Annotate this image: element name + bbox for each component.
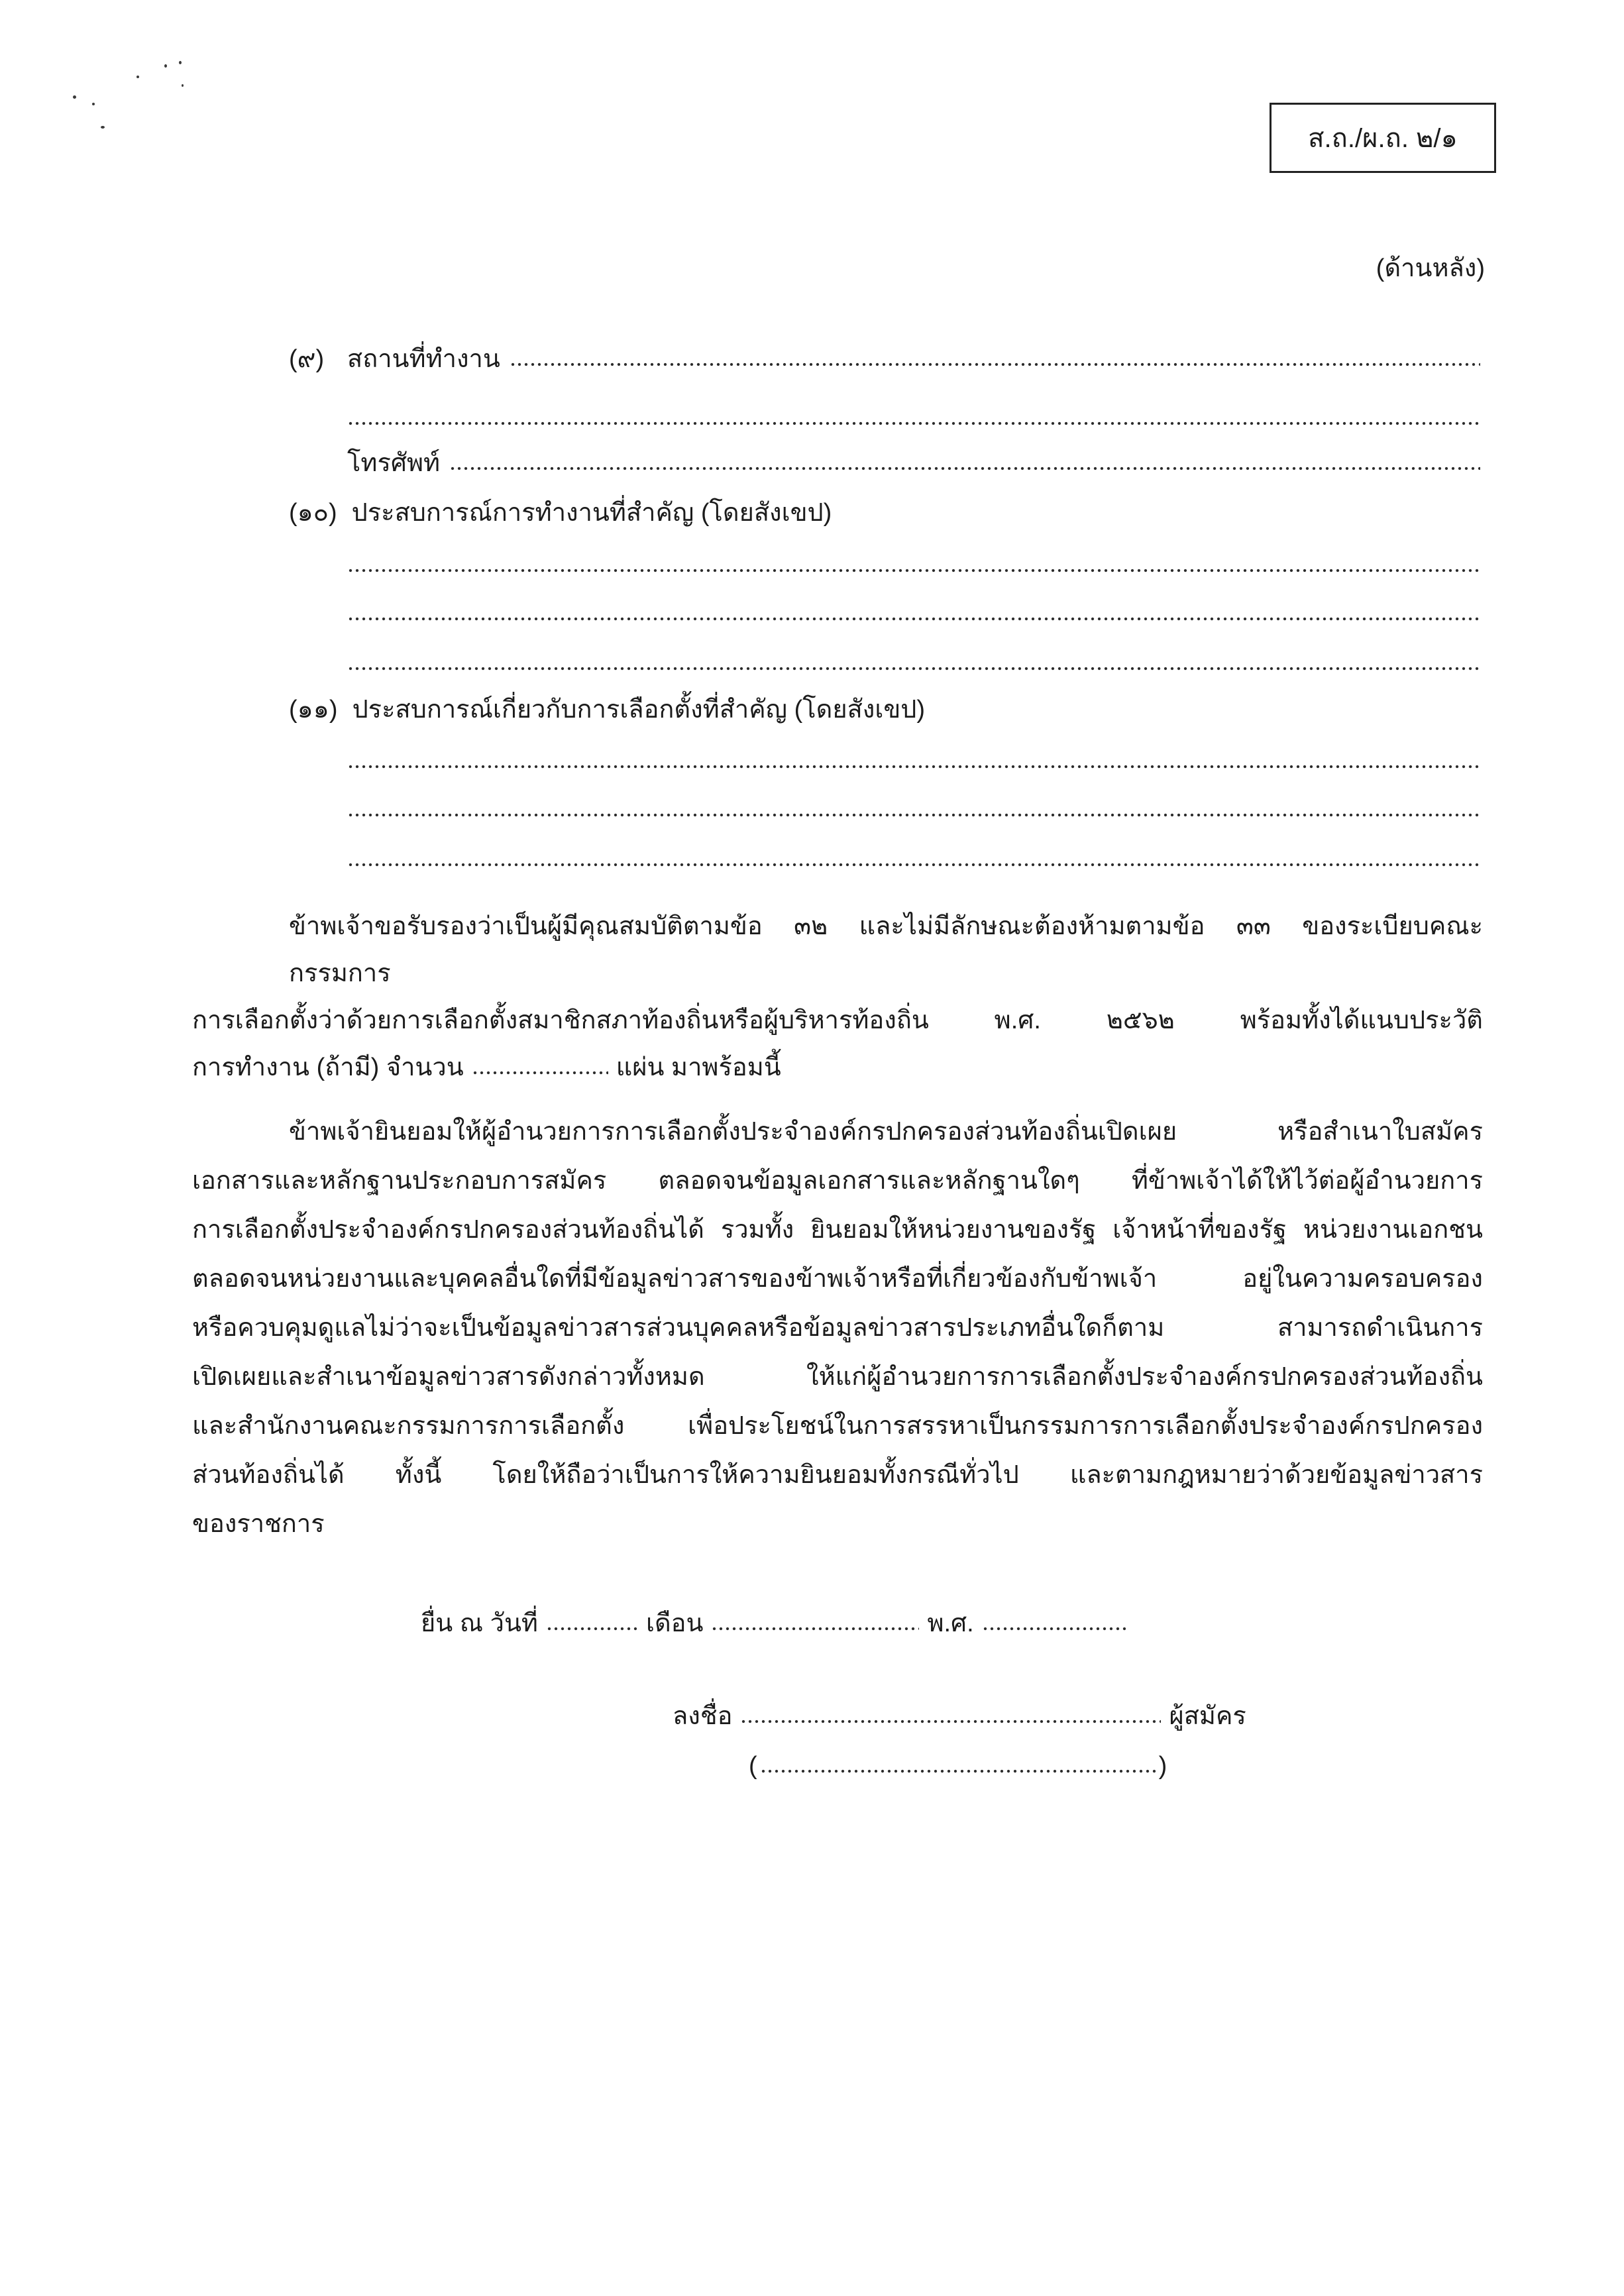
applicant-role-label: ผู้สมัคร (1169, 1702, 1246, 1730)
workplace-label: สถานที่ทำงาน (347, 345, 500, 373)
scan-speck (179, 61, 182, 64)
work-experience-label: ประสบการณ์การทำงานที่สำคัญ (โดยสังเขป) (351, 499, 832, 527)
election-experience-fill-line (347, 764, 1480, 769)
name-close-paren: ) (1158, 1752, 1167, 1780)
signature-line (673, 1693, 1483, 1739)
page-side-label: (ด้านหลัง) (1376, 254, 1485, 282)
election-experience-line (347, 836, 1480, 882)
year-label: พ.ศ. (927, 1610, 974, 1637)
printed-name-fill (760, 1769, 1156, 1774)
phone-fill-line (449, 466, 1480, 471)
paragraph-line: และสำนักงานคณะกรรมการการเลือกตั้ง เพื่อประโยชน์ในการสรรหาเป็นกรรมการการเลือกตั้งประจำองค์กรปกครอง (192, 1412, 1483, 1440)
item-number: (๑๑) (289, 696, 338, 724)
day-fill (546, 1626, 638, 1631)
workplace-fill-line (510, 362, 1480, 367)
signature-fill (740, 1719, 1161, 1724)
work-experience-fill-line (347, 666, 1480, 671)
form-code-box (1270, 103, 1496, 173)
workplace-fill-line-2 (347, 421, 1480, 426)
paragraph-line: ส่วนท้องถิ่นได้ ทั้งนี้ โดยให้ถือว่าเป็นการให้ความยินยอมทั้งกรณีทั่วไป และตามกฎหมายว่าด้วยข้อมูลข่าวสาร (192, 1461, 1483, 1489)
paragraph-line: ข้าพเจ้าขอรับรองว่าเป็นผู้มีคุณสมบัติตามข้อ ๓๒ และไม่มีลักษณะต้องห้ามตามข้อ ๓๓ ของระเบียบคณะกรรมการ (289, 912, 1483, 987)
paragraph-line: หรือควบคุมดูแลไม่ว่าจะเป็นข้อมูลข่าวสารส่วนบุคคลหรือข้อมูลข่าวสารประเภทอื่นใดก็ตาม สามารถดำเนินการ (192, 1314, 1483, 1342)
attachment-suffix: แผ่น มาพร้อมนี้ (616, 1054, 781, 1081)
attachment-count-fill (472, 1070, 608, 1075)
sign-label: ลงชื่อ (673, 1702, 733, 1730)
paragraph-line: เปิดเผยและสำเนาข้อมูลข่าวสารดังกล่าวทั้งหมด ให้แก่ผู้อำนวยการการเลือกตั้งประจำองค์กรปกครองส่วนท้องถิ่น (192, 1363, 1483, 1391)
item-number: (๙) (289, 345, 325, 373)
phone-row (347, 440, 1480, 486)
year-fill (982, 1626, 1128, 1631)
paragraph-line: ของราชการ (192, 1510, 325, 1538)
work-experience-fill-line (347, 568, 1480, 573)
scan-speck (73, 95, 76, 99)
workplace-row (289, 336, 1480, 382)
election-experience-fill-line (347, 862, 1480, 867)
work-experience-line (347, 541, 1480, 588)
work-experience-line (347, 590, 1480, 636)
election-experience-line (347, 738, 1480, 784)
name-open-paren: ( (749, 1752, 757, 1780)
scan-speck (136, 76, 139, 78)
scan-speck (101, 126, 105, 129)
work-experience-heading (289, 490, 1480, 536)
month-fill (711, 1626, 919, 1631)
scan-speck (92, 103, 95, 105)
phone-label: โทรศัพท์ (347, 449, 441, 477)
month-label: เดือน (645, 1610, 704, 1637)
scan-speck (182, 84, 184, 87)
paragraph-line: เอกสารและหลักฐานประกอบการสมัคร ตลอดจนข้อมูลเอกสารและหลักฐานใดๆ ที่ข้าพเจ้าได้ให้ไว้ต่อผู้อำนวยการ (192, 1167, 1483, 1195)
form-code: ส.ถ./ผ.ถ. ๒/๑ (1308, 124, 1458, 153)
election-experience-heading (289, 686, 1480, 733)
election-experience-fill-line (347, 812, 1480, 818)
attachment-prefix: การทำงาน (ถ้ามี) จำนวน (192, 1054, 464, 1081)
date-label: ยื่น ณ วันที่ (421, 1610, 538, 1637)
work-experience-line (347, 639, 1480, 686)
attachment-line (192, 1044, 1483, 1091)
paragraph-line: ข้าพเจ้ายินยอมให้ผู้อำนวยการการเลือกตั้งประจำองค์กรปกครองส่วนท้องถิ่นเปิดเผย หรือสำเนาใบสมัคร (289, 1118, 1483, 1146)
item-number: (๑๐) (289, 499, 337, 527)
scan-speck (164, 64, 167, 68)
work-experience-fill-line (347, 616, 1480, 622)
submission-date-line (421, 1600, 1483, 1647)
election-experience-line (347, 786, 1480, 832)
paragraph-line: การเลือกตั้งประจำองค์กรปกครองส่วนท้องถิ่นได้ รวมทั้ง ยินยอมให้หน่วยงานของรัฐ เจ้าหน้าที่ของรัฐ หน่วยงานเอกชน (192, 1216, 1483, 1244)
workplace-extra-row (347, 394, 1480, 441)
printed-name-line (749, 1743, 1483, 1789)
paragraph-line: การเลือกตั้งว่าด้วยการเลือกตั้งสมาชิกสภาท้องถิ่นหรือผู้บริหารท้องถิ่น พ.ศ. ๒๕๖๒ พร้อมทั้งได้แนบประวัติ (192, 1007, 1483, 1034)
consent-paragraph (192, 1107, 1483, 1549)
certification-paragraph (192, 903, 1483, 1091)
paragraph-line: ตลอดจนหน่วยงานและบุคคลอื่นใดที่มีข้อมูลข่าวสารของข้าพเจ้าหรือที่เกี่ยวข้องกับข้าพเจ้า อยู่ในความครอบครอง (192, 1265, 1483, 1293)
election-experience-label: ประสบการณ์เกี่ยวกับการเลือกตั้งที่สำคัญ (โดยสังเขป) (352, 696, 926, 724)
declaration-body (192, 903, 1483, 1789)
